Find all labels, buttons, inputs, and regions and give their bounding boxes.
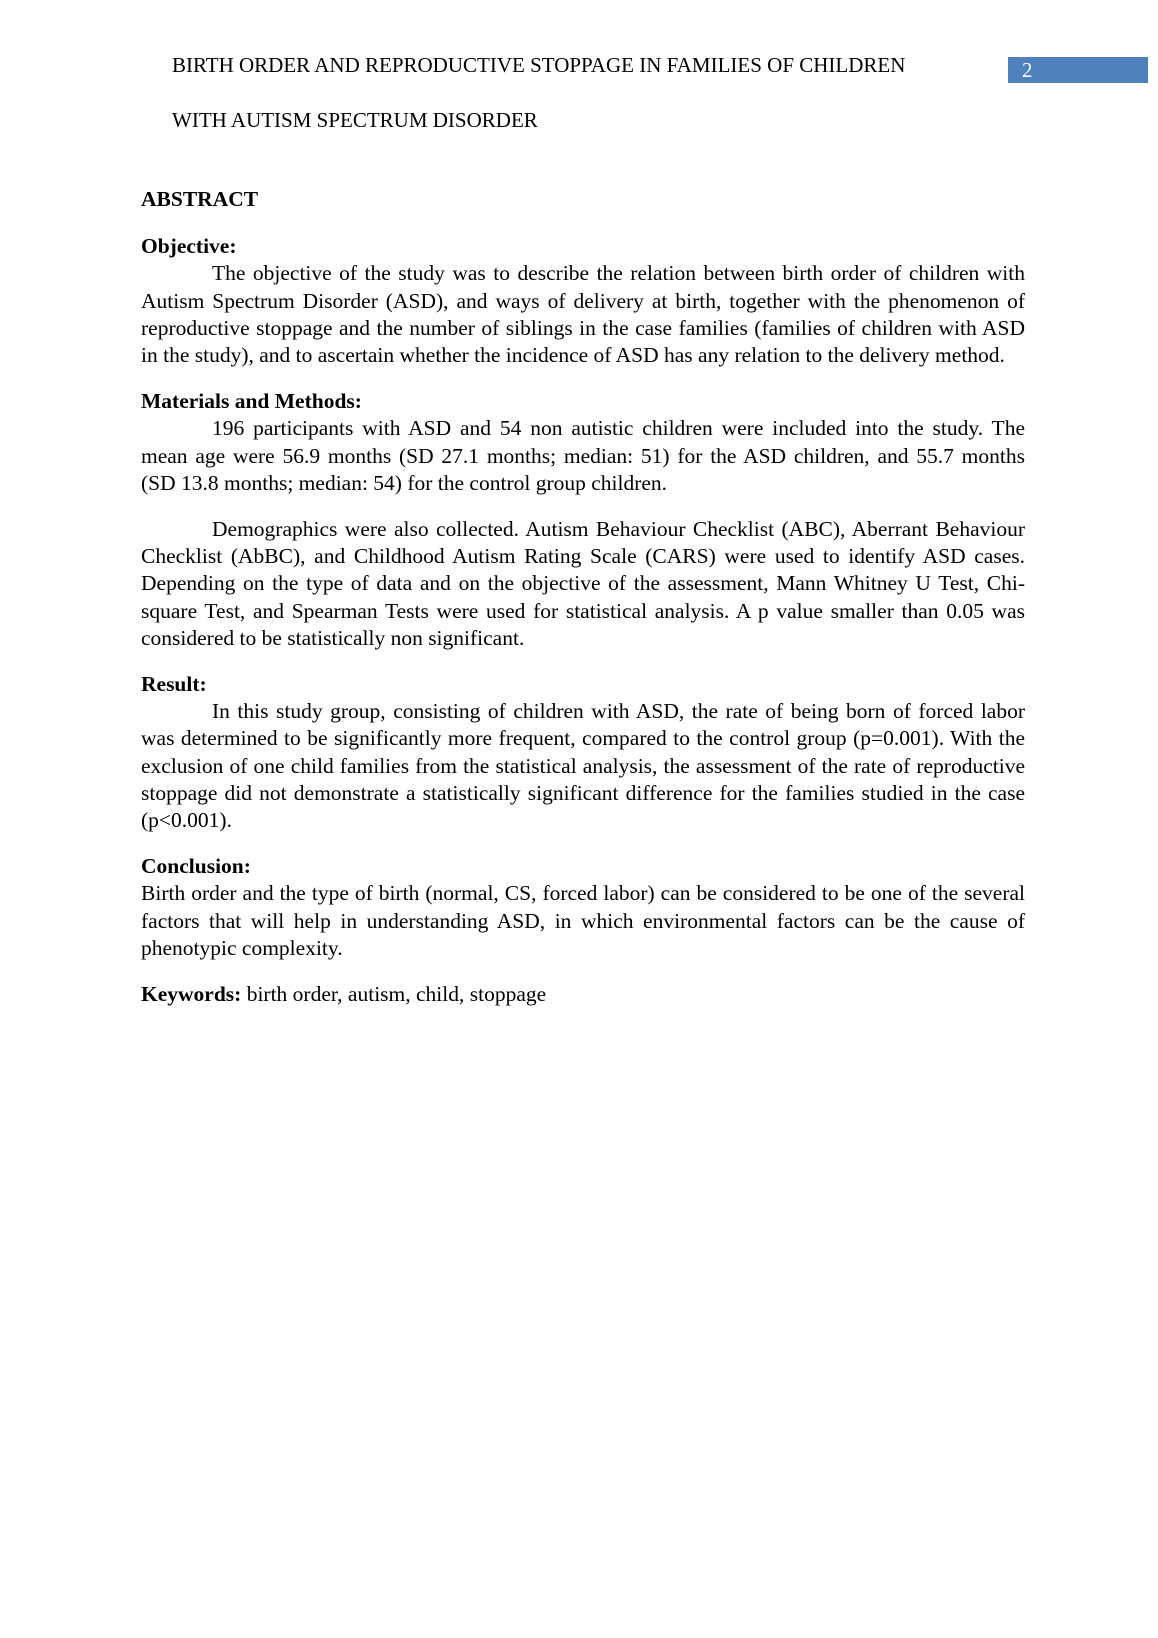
page-number: 2 <box>1008 57 1148 83</box>
objective-heading: Objective: <box>141 234 237 259</box>
methods-section <box>141 388 1025 652</box>
objective-section <box>141 233 1025 369</box>
conclusion-heading: Conclusion: <box>141 854 251 879</box>
keywords-text: birth order, autism, child, stoppage <box>241 982 547 1007</box>
methods-paragraph-2: Demographics were also collected. Autism Behaviour Checklist (ABC), Aberrant Behaviour Checklist (AbBC), and Childhood Autism Rating Scale (CARS) were used to identify ASD cases. Depending on the type of data and on the objective of the assessment, Mann Whitney U Test, Chi-square Test, and Spearman Tests were used for statistical analysis. A p value smaller than 0.05 was considered to be statistically non significant. <box>141 517 1025 650</box>
conclusion-paragraph: Birth order and the type of birth (normal, CS, forced labor) can be considered to be one of the several factors that will help in understanding ASD, in which environmental factors can be the cause of phenotypic complexity. <box>141 881 1025 960</box>
keywords-line <box>141 981 1025 1008</box>
methods-heading: Materials and Methods: <box>141 389 362 414</box>
abstract-title: ABSTRACT <box>141 187 259 211</box>
methods-paragraph-1: 196 participants with ASD and 54 non autistic children were included into the study. The mean age were 56.9 months (SD 27.1 months; median: 51) for the ASD children, and 55.7 months (SD 13.8 months; median: 54) for the control group children. <box>141 416 1025 495</box>
keywords-label: Keywords: <box>141 982 242 1007</box>
result-heading: Result: <box>141 672 207 697</box>
running-head <box>172 38 1002 148</box>
objective-paragraph: The objective of the study was to describe the relation between birth order of children with Autism Spectrum Disorder (ASD), and ways of delivery at birth, together with the phenomenon of reproductive stoppage and the number of siblings in the case families (families of children with ASD in the study), and to ascertain whether the incidence of ASD has any relation to the delivery method. <box>141 261 1025 368</box>
running-head-line-2: WITH AUTISM SPECTRUM DISORDER <box>172 108 538 132</box>
result-section <box>141 671 1025 834</box>
result-paragraph: In this study group, consisting of children with ASD, the rate of being born of forced labor was determined to be significantly more frequent, compared to the control group (p=0.001). With the exclusion of one child families from the statistical analysis, the assessment of the rate of reproductive stoppage did not demonstrate a statistically significant difference for the families studied in the case (p<0.001). <box>141 699 1025 833</box>
conclusion-section <box>141 853 1025 962</box>
running-head-line-1: BIRTH ORDER AND REPRODUCTIVE STOPPAGE IN FAMILIES OF CHILDREN <box>172 53 906 77</box>
abstract-body <box>141 186 1025 1008</box>
